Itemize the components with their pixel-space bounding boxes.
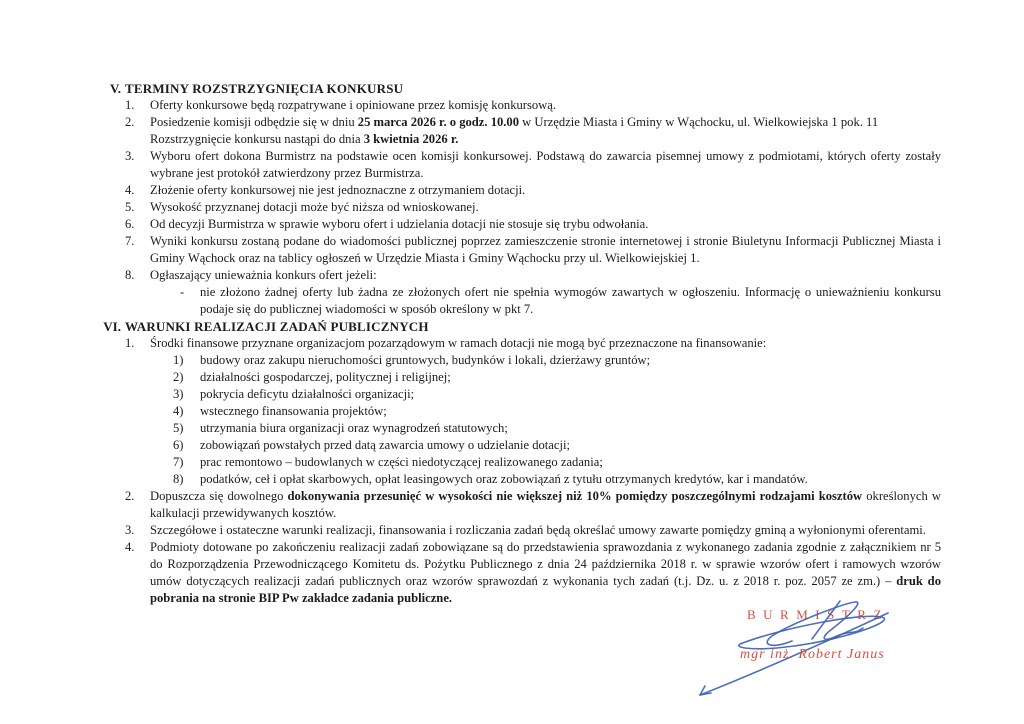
section-title: TERMINY ROZSTRZYGNIĘCIA KONKURSU (125, 81, 404, 96)
item-number: 2. (125, 489, 135, 503)
item-paragraph (150, 523, 926, 537)
text-segment: Wyniki konkursu zostaną podane do wiadomości publicznej poprzez zamieszczenie stronie internetowej i stronie Biuletynu Informacji Publicznej Miasta i Gminy Wąchock oraz na tablicy ogłoszeń w Urzędzie Miasta i Gminy Wąchocku przy ul. Wielkowiejskiej 1. (150, 234, 941, 265)
item-text (150, 488, 941, 522)
item-text (150, 233, 941, 267)
subitem-text (200, 403, 941, 420)
list-item (125, 335, 941, 488)
list-item (125, 182, 941, 199)
item-number: 5. (125, 200, 135, 214)
text-segment: Ogłaszający unieważnia konkurs ofert jeżeli: (150, 268, 377, 282)
subitem (173, 471, 941, 488)
item-text (150, 199, 941, 216)
text-segment: Posiedzenie komisji odbędzie się w dniu (150, 115, 358, 129)
text-segment: określonych w kalkulacji przewidywanych kosztów. (150, 489, 941, 520)
section-number: VI. (103, 319, 121, 334)
subitem-marker: 4) (173, 404, 184, 418)
item-paragraph (150, 217, 648, 231)
document-section (95, 318, 941, 607)
subitem-text (200, 454, 941, 471)
item-number: 3. (125, 149, 135, 163)
subitem-text (200, 437, 941, 454)
subitem-text (200, 352, 941, 369)
document-body (95, 80, 941, 607)
text-segment: pokrycia deficytu działalności organizacji; (200, 387, 415, 401)
list-item (125, 539, 941, 607)
item-number: 3. (125, 523, 135, 537)
list-item (125, 216, 941, 233)
section-heading (95, 318, 941, 335)
text-segment: prac remontowo – budowlanych w części niedotyczącej realizowanego zadania; (200, 455, 603, 469)
text-segment: Podmioty dotowane po zakończeniu realizacji zadań zobowiązane są do przedstawienia sprawozdania z wykonanego zadania zgodnie z załącznikiem nr 5 do Rozporządzenia Przewodniczącego Komitetu ds. Pożytku Publicznego z dnia 24 października 2018 r. w sprawie wzorów ofert i ramowych wzorów umów dotyczących realizacji zadań publicznych oraz wzorów sprawozdań z wykonania tych zadań (t.j. Dz. u. z 2018 r. poz. 2057 ze zm.) – (150, 540, 941, 588)
item-paragraph (150, 200, 479, 214)
list-item (125, 199, 941, 216)
text-segment-bold: 25 marca 2026 r. o godz. 10.00 (357, 115, 520, 129)
text-segment: Dopuszcza się dowolnego (150, 489, 288, 503)
text-segment-bold: dokonywania przesunięć w wysokości nie większej niż 10% pomiędzy poszczególnymi rodzajami kosztów (287, 489, 863, 503)
item-paragraph (150, 183, 525, 197)
item-paragraph (150, 489, 941, 520)
subitem (173, 352, 941, 369)
item-text (150, 267, 941, 318)
section-number: V. (110, 81, 121, 96)
item-number: 8. (125, 268, 135, 282)
item-paragraph (150, 234, 941, 265)
text-segment: utrzymania biura organizacji oraz wynagrodzeń statutowych; (200, 421, 508, 435)
item-number: 6. (125, 217, 135, 231)
item-text (150, 335, 941, 488)
item-number: 1. (125, 336, 135, 350)
subitem (173, 403, 941, 420)
subitem-list (180, 284, 941, 318)
text-segment: podatków, ceł i opłat skarbowych, opłat leasingowych oraz zobowiązań z tytułu otrzymanych kredytów, kar i mandatów. (200, 472, 808, 486)
list-item (125, 522, 941, 539)
subitem-text (200, 420, 941, 437)
text-segment: Oferty konkursowe będą rozpatrywane i opiniowane przez komisję konkursową. (150, 98, 557, 112)
signature-name-label: mgr inż. Robert Janus (740, 647, 885, 662)
item-paragraph (150, 336, 766, 350)
subitem-text (200, 284, 941, 318)
item-text (150, 539, 941, 607)
item-paragraph (150, 98, 556, 112)
text-segment-bold: 3 kwietnia 2026 r. (363, 132, 459, 146)
signature-role-label: BURMISTRZ (747, 607, 889, 622)
item-text (150, 522, 941, 539)
subitem-marker: 1) (173, 353, 184, 367)
item-number: 4. (125, 183, 135, 197)
subitem (173, 454, 941, 471)
item-paragraph (150, 115, 878, 146)
item-number: 1. (125, 98, 135, 112)
item-text (150, 216, 941, 233)
text-segment: Wyboru ofert dokona Burmistrz na podstawie ocen komisji konkursowej. Podstawą do zawarcia pisemnej umowy z podmiotami, których oferty zostały wybrane jest protokół zatwierdzony przez Burmistrza. (150, 149, 941, 180)
list-item (125, 148, 941, 182)
subitem (173, 437, 941, 454)
text-segment: Złożenie oferty konkursowej nie jest jednoznaczne z otrzymaniem dotacji. (150, 183, 526, 197)
document-section (95, 80, 941, 318)
subitem-text (200, 386, 941, 403)
text-segment: zobowiązań powstałych przed datą zawarcia umowy o udzielanie dotacji; (200, 438, 570, 452)
text-segment: Wysokość przyznanej dotacji może być niższa od wnioskowanej. (150, 200, 479, 214)
subitem-marker: 7) (173, 455, 184, 469)
section-heading (95, 80, 941, 97)
item-text (150, 114, 941, 148)
subitem-text (200, 471, 941, 488)
signature-block (690, 598, 930, 702)
text-segment: Rozstrzygnięcie konkursu nastąpi do dnia (150, 132, 364, 146)
subitem (173, 369, 941, 386)
subitem-marker: 6) (173, 438, 184, 452)
subitem-marker: - (180, 285, 185, 299)
section-title: WARUNKI REALIZACJI ZADAŃ PUBLICZNYCH (125, 319, 429, 334)
text-segment: wstecznego finansowania projektów; (200, 404, 387, 418)
subitem (173, 386, 941, 403)
text-segment: Środki finansowe przyznane organizacjom pozarządowym w ramach dotacji nie mogą być przeznaczone na finansowanie: (150, 336, 767, 350)
subitem-marker: 8) (173, 472, 184, 486)
list-item (125, 233, 941, 267)
text-segment: Szczegółowe i ostateczne warunki realizacji, finansowania i rozliczania zadań będą określać umowy zawarte pomiędzy gminą a wyłonionymi oferentami. (150, 523, 926, 537)
subitem-marker: 2) (173, 370, 184, 384)
subitem-marker: 5) (173, 421, 184, 435)
list-item (125, 114, 941, 148)
item-text (150, 182, 941, 199)
list-item (125, 488, 941, 522)
subitem-list (173, 352, 941, 488)
item-number: 7. (125, 234, 135, 248)
section-items (125, 97, 941, 318)
text-segment-bold: druk do pobrania na stronie BIP Pw zakładce zadania publiczne. (150, 574, 941, 605)
text-segment: budowy oraz zakupu nieruchomości gruntowych, budynków i lokali, dzierżawy gruntów; (200, 353, 651, 367)
subitem (173, 420, 941, 437)
subitem-marker: 3) (173, 387, 184, 401)
text-segment: w Urzędzie Miasta i Gminy w Wąchocku, ul. Wielkowiejska 1 pok. 11 (519, 115, 879, 129)
subitem (180, 284, 941, 318)
item-paragraph (150, 540, 941, 605)
section-items (125, 335, 941, 607)
item-paragraph (150, 149, 941, 180)
item-paragraph (150, 268, 377, 282)
text-segment: nie złożono żadnej oferty lub żadna ze złożonych ofert nie spełnia wymogów zawartych w ogłoszeniu. Informację o unieważnieniu konkursu podaje się do publicznej wiadomości w sposób określony w pkt 7. (200, 285, 941, 316)
item-text (150, 148, 941, 182)
list-item (125, 267, 941, 318)
item-text (150, 97, 941, 114)
item-number: 2. (125, 115, 135, 129)
item-number: 4. (125, 540, 135, 554)
subitem-text (200, 369, 941, 386)
text-segment: Od decyzji Burmistrza w sprawie wyboru ofert i udzielania dotacji nie stosuje się trybu odwołania. (150, 217, 649, 231)
list-item (125, 97, 941, 114)
text-segment: działalności gospodarczej, politycznej i religijnej; (200, 370, 451, 384)
